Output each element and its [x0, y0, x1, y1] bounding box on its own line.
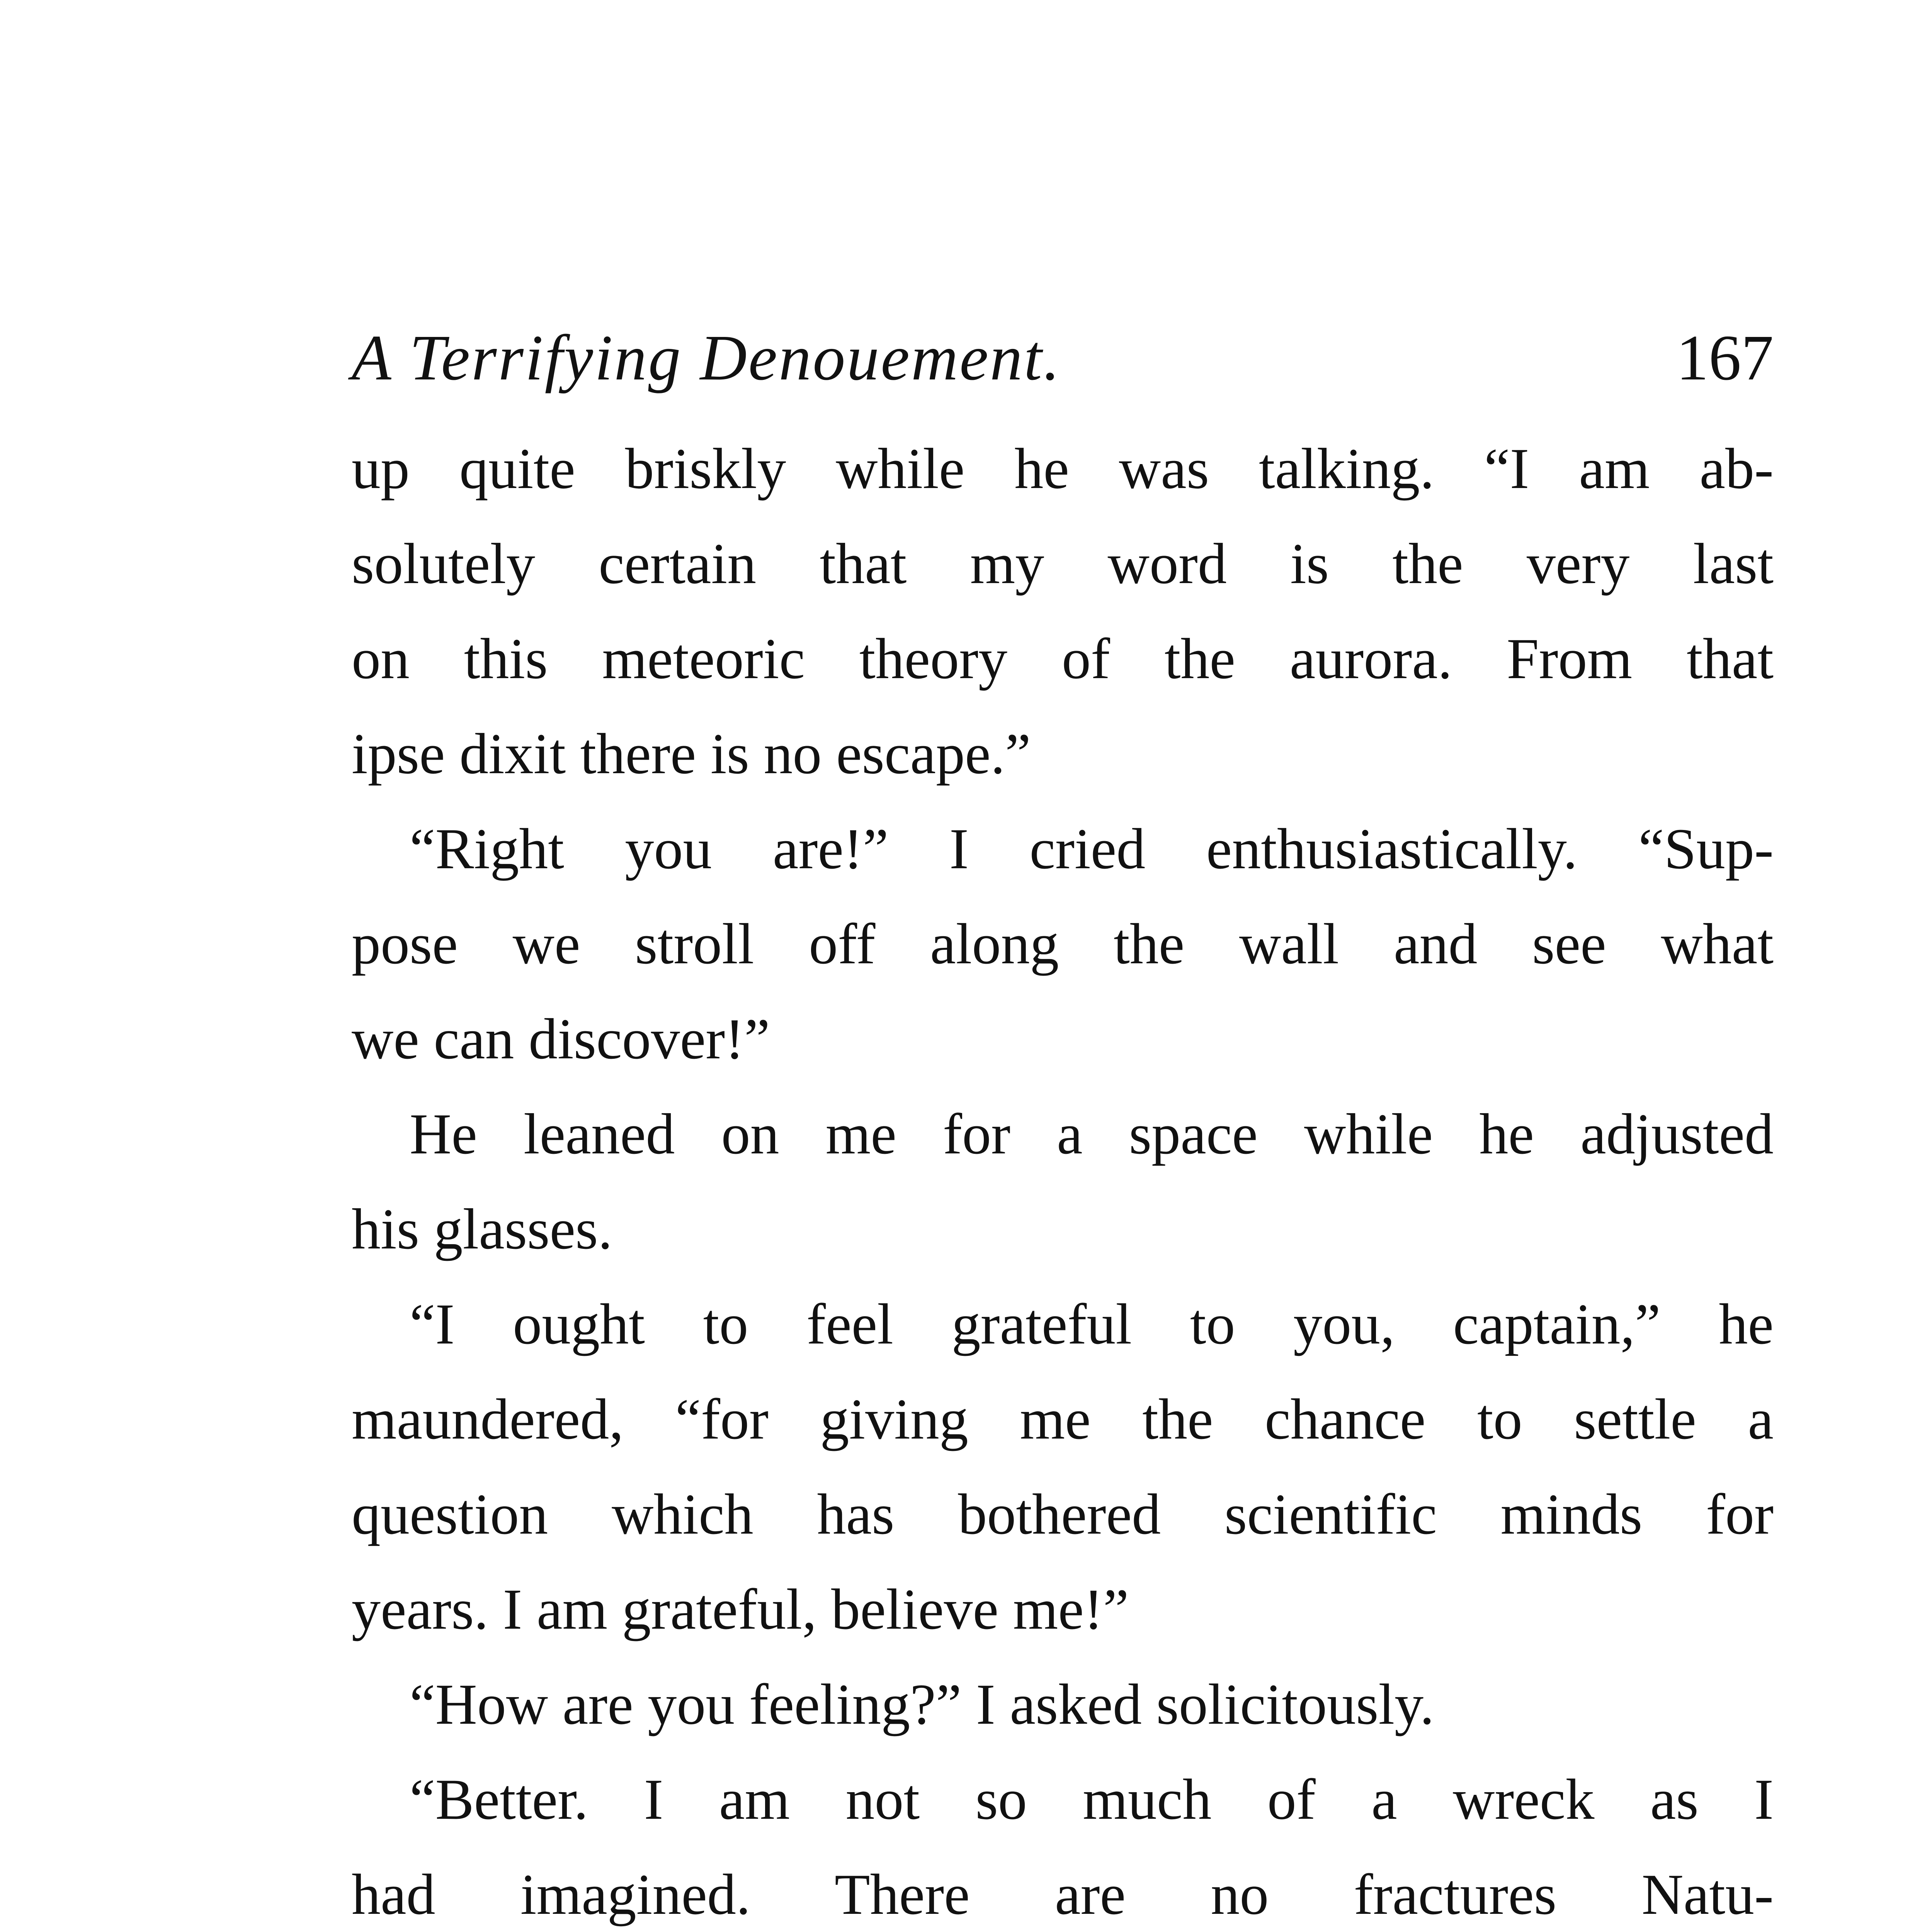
- running-head: [352, 321, 1774, 410]
- page-number: 167: [1676, 322, 1774, 394]
- text-line: He leaned on me for a space while he adjusted: [410, 1102, 1774, 1166]
- text-line: “How are you feeling?” I asked solicitously.: [410, 1672, 1434, 1736]
- text-line: question which has bothered scientific minds for: [352, 1482, 1774, 1546]
- text-line: maundered, “for giving me the chance to settle a: [352, 1387, 1774, 1451]
- text-line: had imagined. There are no fractures Natu-: [352, 1862, 1774, 1927]
- text-line: “I ought to feel grateful to you, captain,” he: [410, 1292, 1774, 1356]
- text-line: we can discover!”: [352, 1007, 770, 1071]
- body-text: [352, 421, 1774, 1932]
- text-line: up quite briskly while he was talking. “I am ab-: [352, 437, 1774, 501]
- running-title: A Terrifying Denouement.: [352, 322, 1061, 394]
- text-line: on this meteoric theory of the aurora. From that: [352, 627, 1774, 691]
- text-line: his glasses.: [352, 1197, 612, 1261]
- text-line: solutely certain that my word is the very last: [352, 532, 1774, 596]
- text-line: pose we stroll off along the wall and see what: [352, 912, 1774, 976]
- text-line: “Right you are!” I cried enthusiastically. “Sup-: [410, 817, 1774, 881]
- text-line: years. I am grateful, believe me!”: [352, 1577, 1129, 1641]
- text-line: “Better. I am not so much of a wreck as I: [410, 1767, 1774, 1832]
- text-line: ipse dixit there is no escape.”: [352, 722, 1031, 786]
